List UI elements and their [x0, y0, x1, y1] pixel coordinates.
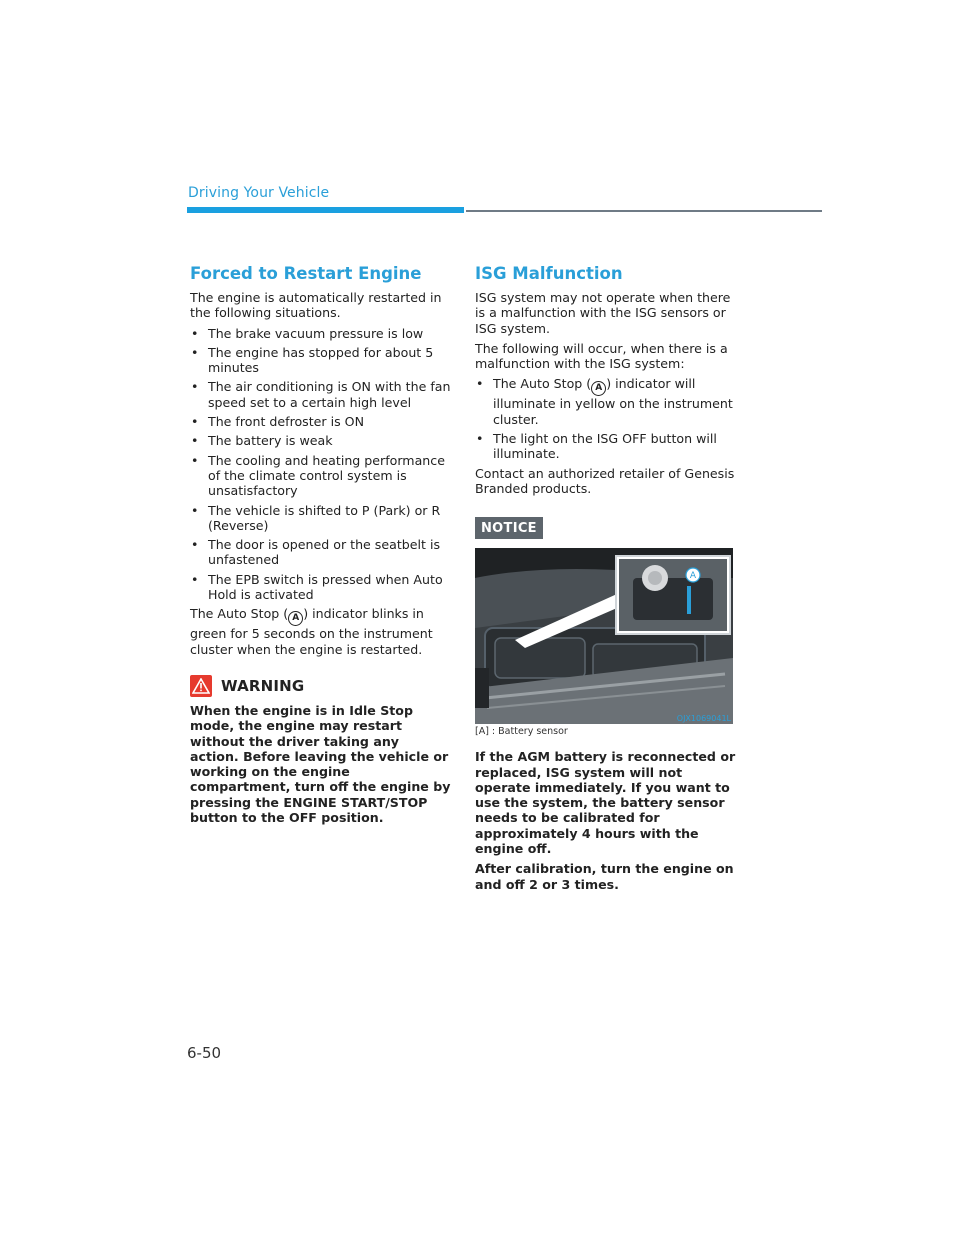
list-item — [190, 453, 452, 499]
figure-code: OJX1069041L — [676, 714, 731, 724]
list-item — [475, 431, 737, 462]
page-number: 6-50 — [187, 1044, 222, 1062]
header-rule — [466, 210, 822, 212]
bullet: • — [191, 571, 199, 587]
bullet: • — [191, 414, 199, 430]
bullet: • — [476, 431, 484, 447]
battery-sensor-figure — [475, 548, 733, 724]
auto-stop-paragraph — [190, 606, 452, 657]
bullet: • — [191, 502, 199, 518]
auto-stop-pre: The Auto Stop ( — [190, 606, 289, 622]
auto-stop-icon: A — [591, 381, 606, 396]
notice-badge: NOTICE — [475, 517, 543, 539]
list-item — [190, 503, 452, 534]
left-column — [190, 264, 452, 825]
warning-header — [190, 675, 452, 697]
heading-forced-restart: Forced to Restart Engine — [190, 264, 422, 283]
malfunction-list — [475, 376, 737, 461]
figure-callout-a: A — [689, 571, 697, 582]
bullet-text: The EPB switch is pressed when Auto Hold is activated — [208, 571, 443, 603]
bullet: • — [191, 344, 199, 360]
warning-label: WARNING — [221, 676, 305, 695]
isg-para-2: The following will occur, when there is a malfunction with the ISG system: — [475, 340, 728, 372]
bullet: • — [191, 379, 199, 395]
bullet-text: The Auto Stop ( — [493, 376, 592, 392]
header-accent-bar — [187, 207, 464, 213]
list-item — [475, 376, 737, 427]
bullet: • — [476, 376, 484, 392]
notice-text-1: If the AGM battery is reconnected or replaced, ISG system will not operate immediately. If you want to use the system, the battery sensor needs to be calibrated for approximately 4 hours with the engine off. — [475, 749, 736, 857]
heading-isg-malfunction: ISG Malfunction — [475, 264, 623, 283]
bullet-text: The battery is weak — [208, 433, 333, 449]
list-item — [190, 537, 452, 568]
list-item — [190, 326, 452, 341]
figure-caption: [A] : Battery sensor — [475, 726, 568, 738]
notice-text-2: After calibration, turn the engine on and off 2 or 3 times. — [475, 861, 734, 892]
list-item — [190, 572, 452, 603]
bullet-text: The light on the ISG OFF button will illuminate. — [493, 431, 717, 462]
bullet-text: ) indicator will illuminate in yellow on the instrument cluster. — [493, 376, 733, 427]
bullet: • — [191, 433, 199, 449]
bullet-text: The door is opened or the seatbelt is unfastened — [208, 537, 441, 568]
isg-para-3: Contact an authorized retailer of Genesis Branded products. — [475, 465, 735, 496]
section-title: Driving Your Vehicle — [188, 185, 330, 201]
auto-stop-icon: A — [288, 611, 303, 626]
restart-conditions-list — [190, 326, 452, 603]
bullet-text: The brake vacuum pressure is low — [208, 325, 424, 341]
bullet-text: The cooling and heating performance of the climate control system is unsatisfactory — [208, 452, 445, 499]
bullet: • — [191, 537, 199, 553]
list-item — [190, 345, 452, 376]
bullet-text: The vehicle is shifted to P (Park) or R (Reverse) — [208, 502, 441, 533]
list-item — [190, 414, 452, 429]
warning-triangle-icon — [190, 675, 212, 697]
bullet: • — [191, 325, 199, 341]
bullet-text: The engine has stopped for about 5 minutes — [208, 344, 434, 376]
intro-paragraph: The engine is automatically restarted in the following situations. — [190, 290, 442, 321]
list-item — [190, 379, 452, 410]
right-column — [475, 264, 737, 897]
cargo-area-illustration — [475, 548, 733, 724]
list-item — [190, 433, 452, 448]
auto-stop-post: ) indicator blinks in green for 5 seconds on the instrument cluster when the engine is restarted. — [190, 606, 433, 657]
bullet: • — [191, 452, 199, 468]
isg-para-1: ISG system may not operate when there is a malfunction with the ISG sensors or ISG system. — [475, 290, 731, 336]
bullet-text: The air conditioning is ON with the fan speed set to a certain high level — [208, 379, 451, 410]
bullet-text: The front defroster is ON — [208, 414, 364, 430]
warning-text: When the engine is in Idle Stop mode, the engine may restart without the driver taking any action. Before leaving the vehicle or working on the engine compartment, turn off the engine by pressing the ENGINE START/STOP button to the OFF position. — [190, 702, 451, 826]
